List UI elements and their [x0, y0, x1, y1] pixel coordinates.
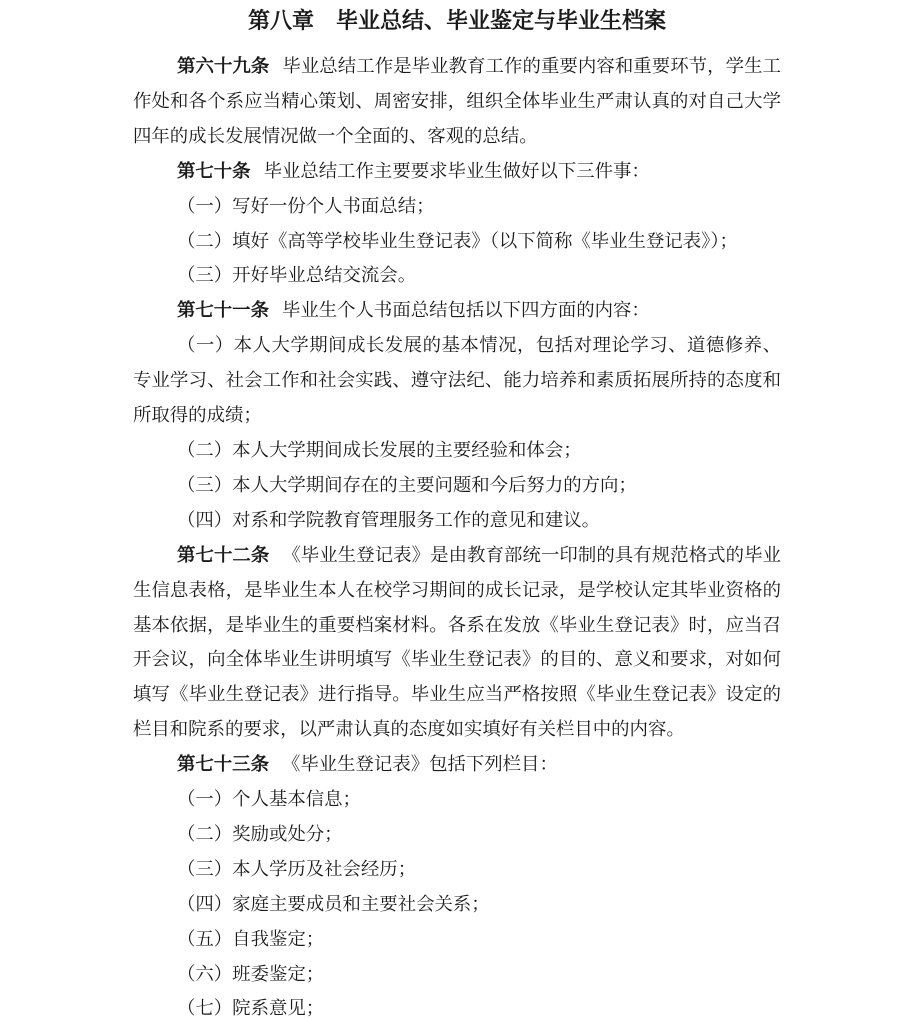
list-item: （二）奖励或处分； [177, 823, 343, 844]
list-item: （三）本人大学期间存在的主要问题和今后努力的方向； [177, 474, 637, 495]
list-item: （七）院系意见； [177, 998, 325, 1019]
article-number-label: 第七十二条 [177, 544, 270, 565]
list-item: （二）填好《高等学校毕业生登记表》（以下简称《毕业生登记表》）； [177, 230, 738, 251]
list-item: （一）个人基本信息； [177, 789, 361, 810]
article-paragraph-71 [133, 293, 781, 328]
article-paragraph-69 [133, 49, 781, 154]
article-number-label: 第七十一条 [177, 300, 269, 321]
list-item: （五）自我鉴定； [177, 928, 325, 949]
article-paragraph-73 [133, 747, 781, 782]
page-title: 第八章 毕业总结、毕业鉴定与毕业生档案 [247, 8, 666, 33]
list-item: （四）家庭主要成员和主要社会关系； [177, 893, 490, 914]
list-item: （三）开好毕业总结交流会。 [177, 265, 417, 286]
article-number-label: 第六十九条 [177, 56, 270, 76]
list-item: （三）本人学历及社会经历； [177, 858, 417, 879]
article-number-label: 第七十条 [177, 160, 251, 181]
article-text: 毕业生个人书面总结包括以下四方面的内容： [281, 300, 650, 321]
list-item: （二）本人大学期间成长发展的主要经验和体会； [177, 439, 582, 460]
article-text: 毕业总结工作主要要求毕业生做好以下三件事： [263, 160, 650, 181]
document-content [133, 0, 781, 1026]
list-item: （六）班委鉴定； [177, 963, 325, 984]
article-text: 《毕业生登记表》包括下列栏目： [281, 754, 558, 775]
list-item: （一）写好一份个人书面总结； [177, 195, 435, 216]
article-number-label: 第七十三条 [177, 754, 269, 775]
list-item: （一）本人大学期间成长发展的基本情况，包括对理论学习、道德修养、专业学习、社会工作和社会实践、遵守法纪、能力培养和素质拓展所持的态度和所取得的成绩； [133, 335, 781, 426]
article-text: 毕业总结工作是毕业教育工作的重要内容和重要环节，学生工作处和各个系应当精心策划、周密安排，组织全体毕业生严肃认真的对自己大学四年的成长发展情况做一个全面的、客观的总结。 [133, 56, 781, 146]
article-paragraph-72 [133, 538, 781, 747]
article-text: 《毕业生登记表》是由教育部统一印制的具有规范格式的毕业生信息表格，是毕业生本人在校学习期间的成长记录，是学校认定其毕业资格的基本依据，是毕业生的重要档案材料。各系在发放《毕业生登记表》时，应当召开会议，向全体毕业生讲明填写《毕业生登记表》的目的、意义和要求，对如何填写《毕业生登记表》进行指导。毕业生应当严格按照《毕业生登记表》设定的栏目和院系的要求，以严肃认真的态度如实填好有关栏目中的内容。 [133, 544, 781, 740]
article-paragraph-70 [133, 154, 781, 189]
list-item: （四）对系和学院教育管理服务工作的意见和建议。 [177, 509, 600, 530]
